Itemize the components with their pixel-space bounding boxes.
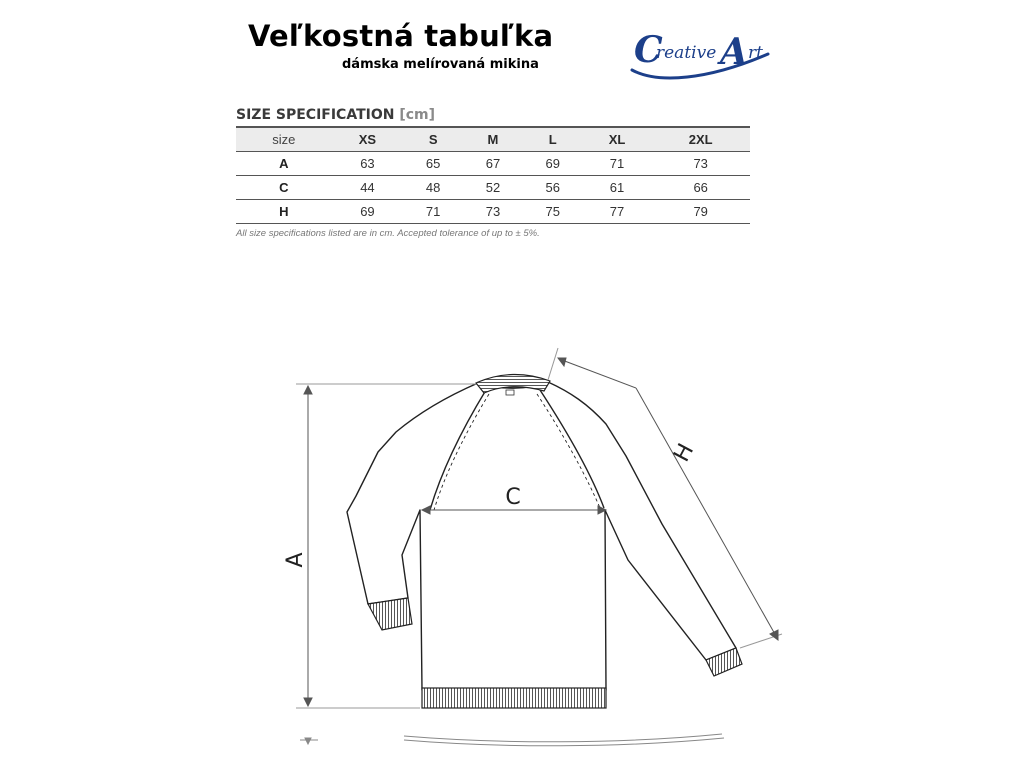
col-header: XL [583, 127, 652, 152]
svg-text:reative: reative [656, 43, 717, 63]
table-cell: 44 [332, 176, 404, 200]
table-cell: 69 [332, 200, 404, 224]
spec-heading-text: SIZE SPECIFICATION [236, 107, 395, 123]
waistband [422, 688, 606, 708]
right-cuff [706, 648, 742, 676]
table-cell: 71 [403, 200, 463, 224]
col-header: S [403, 127, 463, 152]
table-cell: 66 [651, 176, 750, 200]
row-label: C [236, 176, 332, 200]
table-row [236, 176, 750, 200]
tolerance-note: All size specifications listed are in cm. Accepted tolerance of up to ± 5%. [236, 228, 540, 239]
page-subtitle: dámska melírovaná mikina [342, 57, 539, 72]
measure-h [548, 348, 782, 648]
table-cell: 63 [332, 152, 404, 176]
label-h: H [669, 439, 700, 467]
bottom-guides [300, 734, 724, 746]
table-header-row [236, 127, 750, 152]
sweatshirt-diagram [0, 330, 1024, 768]
spec-heading-unit: [cm] [399, 107, 436, 123]
col-header: M [463, 127, 523, 152]
row-label: H [236, 200, 332, 224]
col-header: size [236, 127, 332, 152]
table-cell: 52 [463, 176, 523, 200]
label-c: C [505, 485, 521, 510]
svg-text:A: A [720, 31, 748, 73]
left-cuff [368, 598, 412, 630]
size-table [236, 126, 750, 224]
creative-art-logo [628, 18, 776, 84]
table-cell: 75 [523, 200, 583, 224]
table-cell: 61 [583, 176, 652, 200]
page-title: Veľkostná tabuľka [248, 19, 554, 53]
table-cell: 73 [463, 200, 523, 224]
svg-text:rt: rt [748, 43, 763, 63]
table-cell: 48 [403, 176, 463, 200]
measure-a [296, 384, 476, 708]
table-row [236, 152, 750, 176]
label-a: A [283, 552, 308, 568]
table-cell: 67 [463, 152, 523, 176]
neck-label [506, 390, 514, 395]
table-cell: 79 [651, 200, 750, 224]
sweatshirt-outline [347, 382, 736, 690]
row-label: A [236, 152, 332, 176]
table-cell: 71 [583, 152, 652, 176]
table-row [236, 200, 750, 224]
svg-text:C: C [634, 29, 663, 71]
table-cell: 65 [403, 152, 463, 176]
col-header: 2XL [651, 127, 750, 152]
col-header: XS [332, 127, 404, 152]
table-cell: 56 [523, 176, 583, 200]
spec-heading [236, 107, 435, 123]
table-cell: 77 [583, 200, 652, 224]
col-header: L [523, 127, 583, 152]
table-cell: 69 [523, 152, 583, 176]
table-cell: 73 [651, 152, 750, 176]
